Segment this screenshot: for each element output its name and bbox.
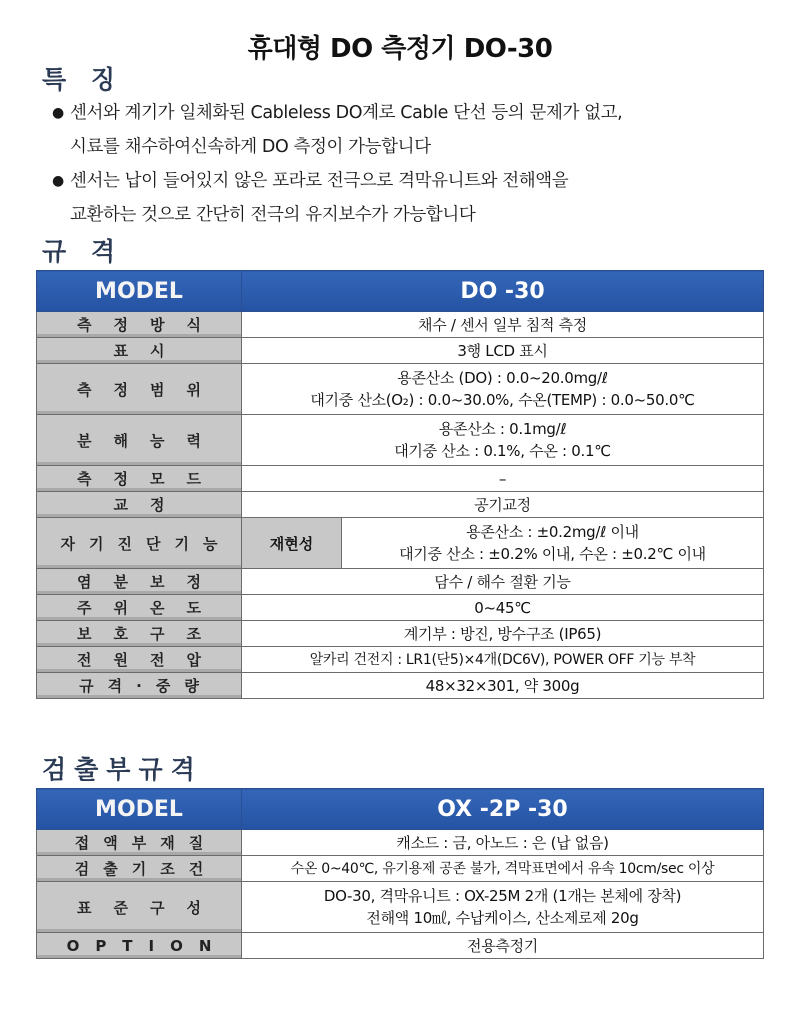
value-line: 용존산소 (DO) : 0.0~20.0mg/ℓ [397, 369, 608, 387]
feature-item-cont [52, 130, 772, 164]
row-value: 전용측정기 [242, 933, 764, 959]
table-row [37, 647, 764, 673]
row-label: 표준구성 [37, 882, 242, 933]
table-row [37, 830, 764, 856]
model-value: DO -30 [242, 271, 764, 312]
table-row [37, 466, 764, 492]
row-label: 자기진단기능 [37, 518, 242, 569]
detector-table-header [37, 789, 764, 830]
table-row [37, 621, 764, 647]
value-line: 대기중 산소 : ±0.2% 이내, 수온 : ±0.2℃ 이내 [399, 545, 706, 563]
table-row [37, 595, 764, 621]
row-label: 주위온도 [37, 595, 242, 621]
features-heading: 특 징 [42, 65, 124, 94]
feature-item-cont [52, 198, 772, 232]
row-value: 48×32×301, 약 300g [242, 673, 764, 699]
page-title: 휴대형 DO 측정기 DO-30 [247, 34, 553, 64]
row-value: 알카리 건전지 : LR1(단5)×4개(DC6V), POWER OFF 기능 부착 [242, 647, 764, 673]
row-value: 공기교정 [242, 492, 764, 518]
row-label: 측정범위 [37, 364, 242, 415]
spec-table-header [37, 271, 764, 312]
row-value: 담수 / 해수 절환 기능 [242, 569, 764, 595]
row-value [242, 415, 764, 466]
row-value: – [242, 466, 764, 492]
row-label: 분해능력 [37, 415, 242, 466]
table-row [37, 882, 764, 933]
table-row [37, 364, 764, 415]
features-list [52, 96, 772, 232]
value-line: 대기중 산소 : 0.1%, 수온 : 0.1℃ [394, 442, 611, 460]
table-row [37, 933, 764, 959]
row-label: 표시 [37, 338, 242, 364]
row-label: OPTION [37, 933, 242, 959]
row-label: 측정모드 [37, 466, 242, 492]
feature-text-line: 센서와 계기가 일체화된 Cableless DO계로 Cable 단선 등의 문제가 없고, [70, 103, 623, 123]
row-label: 접액부재질 [37, 830, 242, 856]
feature-item [52, 164, 772, 198]
feature-text-line: 시료를 채수하여신속하게 DO 측정이 가능합니다 [70, 137, 431, 157]
feature-text-line: 센서는 납이 들어있지 않은 포라로 전극으로 격막유니트와 전해액을 [70, 171, 569, 191]
value-line: 용존산소 : 0.1mg/ℓ [438, 420, 567, 438]
row-value: 캐소드 : 금, 아노드 : 은 (납 없음) [242, 830, 764, 856]
row-value [242, 364, 764, 415]
detector-heading: 검출부규격 [42, 755, 203, 784]
row-value: 3행 LCD 표시 [242, 338, 764, 364]
bullet-icon: ● [52, 173, 65, 189]
value-line: 용존산소 : ±0.2mg/ℓ 이내 [466, 523, 639, 541]
table-row [37, 569, 764, 595]
feature-text-line: 교환하는 것으로 간단히 전극의 유지보수가 가능합니다 [70, 205, 476, 225]
value-line: 전해액 10㎖, 수납케이스, 산소제로제 20g [366, 909, 639, 927]
row-label: 검출기조건 [37, 856, 242, 882]
model-label: MODEL [37, 789, 242, 830]
bullet-icon: ● [52, 105, 65, 121]
table-row [37, 673, 764, 699]
table-row [37, 415, 764, 466]
model-value: OX -2P -30 [242, 789, 764, 830]
table-row [37, 492, 764, 518]
detector-table [36, 788, 764, 959]
row-label: 교정 [37, 492, 242, 518]
feature-item [52, 96, 772, 130]
row-value: 수온 0~40℃, 유기용제 공존 불가, 격막표면에서 유속 10cm/sec 이상 [242, 856, 764, 882]
row-sublabel: 재현성 [242, 518, 342, 569]
row-label: 규격·중량 [37, 673, 242, 699]
row-value [242, 882, 764, 933]
row-value: 채수 / 센서 일부 침적 측정 [242, 312, 764, 338]
model-label: MODEL [37, 271, 242, 312]
row-label: 측정방식 [37, 312, 242, 338]
table-row [37, 338, 764, 364]
table-row [37, 518, 764, 569]
row-label: 보호구조 [37, 621, 242, 647]
row-label: 염분보정 [37, 569, 242, 595]
row-value: 0~45℃ [242, 595, 764, 621]
value-line: DO-30, 격막유니트 : OX-25M 2개 (1개는 본체에 장착) [323, 887, 682, 905]
row-value: 계기부 : 방진, 방수구조 (IP65) [242, 621, 764, 647]
row-label: 전원전압 [37, 647, 242, 673]
value-line: 대기중 산소(O₂) : 0.0~30.0%, 수온(TEMP) : 0.0~50.0℃ [310, 391, 695, 409]
table-row [37, 312, 764, 338]
spec-table [36, 270, 764, 699]
row-value [342, 518, 764, 569]
spec-heading: 규 격 [42, 237, 124, 266]
table-row [37, 856, 764, 882]
